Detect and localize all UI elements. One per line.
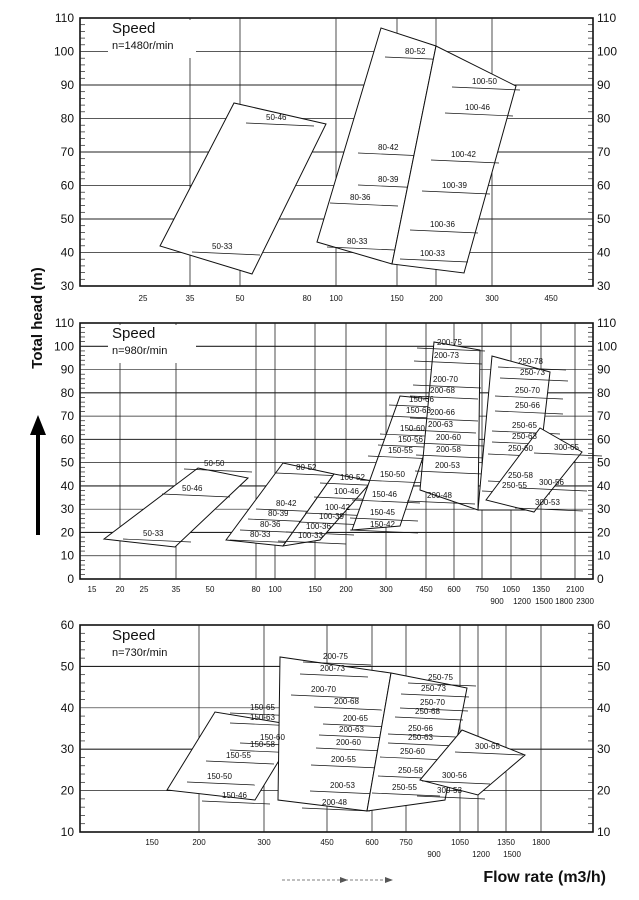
y-tick-label-left: 60 [60, 178, 74, 193]
y-tick-label-right: 50 [597, 212, 611, 226]
pump-model-label: 150-65 [250, 703, 275, 712]
y-tick-label-left: 80 [60, 111, 74, 126]
y-tick-label-right: 20 [597, 783, 611, 798]
y-tick-label-left: 70 [60, 409, 74, 424]
y-tick-label-left: 110 [54, 11, 74, 25]
pump-model-label: 50-33 [143, 529, 164, 538]
pump-model-label: 200-63 [339, 725, 364, 734]
x-tick-label-lower: 900 [490, 597, 504, 606]
y-tick-label-left: 10 [60, 548, 74, 563]
x-tick-label-lower: 2300 [576, 597, 594, 606]
x-tick-label: 20 [115, 585, 125, 594]
pump-model-label: 250-63 [512, 432, 537, 441]
pump-model-label: 300-56 [442, 771, 467, 780]
pump-model-label: 100-42 [325, 503, 350, 512]
pump-model-label: 200-75 [437, 338, 462, 347]
y-tick-label-right: 100 [597, 44, 618, 59]
pump-model-label: 200-48 [427, 491, 452, 500]
pump-model-label: 150-66 [409, 395, 434, 404]
pump-model-label: 50-46 [266, 113, 287, 122]
pump-model-label: 250-70 [420, 698, 445, 707]
x-tick-label: 1050 [451, 838, 469, 847]
x-tick-label: 1800 [532, 838, 550, 847]
y-axis-arrow-head [30, 415, 46, 435]
x-tick-label: 100 [268, 585, 282, 594]
x-tick-label: 1350 [532, 585, 550, 594]
y-tick-label-left: 70 [60, 145, 74, 159]
pump-model-label: 250-66 [515, 401, 540, 410]
pump-model-label: 100-46 [465, 103, 490, 112]
pump-model-label: 300-53 [437, 786, 462, 795]
pump-model-label: 150-60 [260, 733, 285, 742]
x-tick-label: 150 [390, 294, 404, 303]
speed-value: n=1480r/min [112, 40, 174, 52]
x-tick-label: 80 [302, 294, 312, 303]
x-tick-label: 25 [139, 585, 149, 594]
pump-model-label: 150-63 [250, 713, 275, 722]
y-tick-label-right: 90 [597, 362, 611, 377]
y-tick-label-right: 60 [597, 618, 611, 632]
pump-model-label: 50-33 [212, 242, 233, 251]
y-tick-label-left: 50 [60, 455, 74, 470]
pump-model-label: 200-68 [334, 697, 359, 706]
x-tick-label: 750 [399, 838, 413, 847]
y-tick-label-left: 40 [60, 245, 74, 260]
pump-model-label: 100-33 [298, 531, 323, 540]
chart-panel-1 [80, 18, 593, 286]
pump-model-label: 100-33 [420, 249, 445, 258]
y-tick-label-right: 110 [597, 11, 617, 25]
y-tick-label-right: 20 [597, 525, 611, 540]
y-tick-label-left: 100 [53, 339, 74, 354]
pump-model-label: 150-58 [250, 740, 275, 749]
pump-model-label: 250-63 [408, 733, 433, 742]
x-tick-label-lower: 1800 [555, 597, 573, 606]
y-tick-label-left: 20 [60, 783, 74, 798]
pump-model-label: 150-63 [406, 406, 431, 415]
pump-model-label: 100-36 [430, 220, 455, 229]
x-tick-label: 200 [192, 838, 206, 847]
y-tick-label-right: 40 [597, 245, 611, 260]
y-tick-label-right: 60 [597, 432, 611, 447]
pump-region [160, 103, 326, 274]
pump-model-label: 80-39 [378, 175, 399, 184]
y-tick-label-right: 0 [597, 572, 604, 586]
y-tick-label-right: 110 [597, 316, 617, 330]
pump-model-label: 200-60 [436, 433, 461, 442]
x-tick-label: 200 [339, 585, 353, 594]
pump-model-label: 250-73 [421, 684, 446, 693]
y-tick-label-left: 110 [54, 316, 74, 330]
pump-model-label: 150-50 [207, 772, 232, 781]
x-tick-label: 80 [251, 585, 261, 594]
pump-model-label: 250-78 [518, 357, 543, 366]
x-tick-label: 450 [320, 838, 334, 847]
y-tick-label-right: 10 [597, 825, 611, 839]
pump-model-label: 150-46 [222, 791, 247, 800]
pump-model-label: 200-53 [330, 781, 355, 790]
pump-model-label: 100-39 [442, 181, 467, 190]
pump-model-label: 80-42 [276, 499, 297, 508]
x-tick-label: 35 [185, 294, 195, 303]
y-tick-label-left: 0 [67, 572, 74, 586]
x-tick-label: 150 [308, 585, 322, 594]
pump-model-label: 250-55 [502, 481, 527, 490]
x-tick-label: 300 [257, 838, 271, 847]
x-tick-label-lower: 1200 [513, 597, 531, 606]
y-tick-label-right: 100 [597, 339, 618, 354]
pump-model-label: 250-60 [400, 747, 425, 756]
pump-model-label: 200-60 [336, 738, 361, 747]
region-divider [202, 801, 270, 804]
pump-model-label: 300-65 [475, 742, 500, 751]
pump-model-label: 80-33 [347, 237, 368, 246]
pump-model-label: 250-66 [408, 724, 433, 733]
x-tick-label: 15 [87, 585, 97, 594]
y-tick-label-left: 100 [53, 44, 74, 59]
pump-model-label: 100-36 [306, 522, 331, 531]
pump-model-label: 150-45 [370, 508, 395, 517]
pump-model-label: 100-39 [319, 512, 344, 521]
x-tick-label: 200 [429, 294, 443, 303]
pump-model-label: 200-68 [430, 386, 455, 395]
x-tick-label: 25 [138, 294, 148, 303]
pump-model-label: 250-70 [515, 386, 540, 395]
y-tick-label-left: 30 [60, 502, 74, 517]
x-tick-label: 450 [419, 585, 433, 594]
y-tick-label-right: 50 [597, 659, 611, 674]
pump-model-label: 200-73 [320, 664, 345, 673]
pump-model-label: 200-53 [435, 461, 460, 470]
x-tick-label-lower: 900 [427, 850, 441, 859]
y-tick-label-left: 30 [60, 279, 74, 293]
y-tick-label-left: 40 [60, 478, 74, 493]
y-tick-label-right: 30 [597, 742, 611, 757]
pump-model-label: 200-73 [434, 351, 459, 360]
pump-model-label: 250-65 [512, 421, 537, 430]
y-tick-label-left: 50 [60, 659, 74, 674]
y-axis-title: Total head (m) [29, 267, 46, 369]
pump-model-label: 50-50 [204, 459, 225, 468]
pump-model-label: 150-56 [398, 435, 423, 444]
x-tick-label: 300 [379, 585, 393, 594]
y-tick-label-left: 40 [60, 700, 74, 715]
speed-value: n=730r/min [112, 647, 168, 659]
pump-model-label: 150-50 [380, 470, 405, 479]
x-tick-label: 2100 [566, 585, 584, 594]
speed-label: Speed [112, 627, 156, 644]
y-tick-label-right: 90 [597, 78, 611, 92]
speed-label: Speed [112, 325, 156, 342]
x-tick-label: 50 [205, 585, 215, 594]
pump-model-label: 100-52 [340, 473, 365, 482]
x-axis-arrowhead-2 [385, 877, 393, 883]
y-tick-label-right: 30 [597, 279, 611, 293]
x-tick-label: 750 [475, 585, 489, 594]
pump-model-label: 250-75 [428, 673, 453, 682]
pump-model-label: 80-52 [296, 463, 317, 472]
y-tick-label-left: 90 [60, 362, 74, 377]
pump-model-label: 200-65 [343, 714, 368, 723]
y-tick-label-left: 20 [60, 525, 74, 540]
pump-model-label: 100-46 [334, 487, 359, 496]
x-tick-label: 1050 [502, 585, 520, 594]
pump-model-label: 250-73 [520, 368, 545, 377]
x-tick-label: 600 [365, 838, 379, 847]
pump-model-label: 200-70 [311, 685, 336, 694]
y-tick-label-right: 10 [597, 548, 611, 563]
pump-model-label: 300-53 [535, 498, 560, 507]
pump-model-label: 150-46 [372, 490, 397, 499]
y-tick-label-right: 80 [597, 385, 611, 400]
pump-model-label: 200-66 [430, 408, 455, 417]
pump-model-label: 300-56 [539, 478, 564, 487]
y-tick-label-right: 40 [597, 700, 611, 715]
x-tick-label: 1350 [497, 838, 515, 847]
pump-model-label: 150-60 [400, 424, 425, 433]
pump-model-label: 200-55 [331, 755, 356, 764]
x-tick-label: 450 [544, 294, 558, 303]
pump-model-label: 200-70 [433, 375, 458, 384]
pump-model-label: 80-52 [405, 47, 426, 56]
pump-model-label: 80-42 [378, 143, 399, 152]
pump-model-label: 50-46 [182, 484, 203, 493]
pump-model-label: 200-63 [428, 420, 453, 429]
y-tick-label-right: 70 [597, 145, 611, 159]
pump-model-label: 250-58 [508, 471, 533, 480]
y-tick-label-right: 60 [597, 178, 611, 193]
pump-model-label: 200-58 [436, 445, 461, 454]
y-tick-label-right: 80 [597, 111, 611, 126]
y-tick-label-left: 80 [60, 385, 74, 400]
x-tick-label: 600 [447, 585, 461, 594]
y-tick-label-left: 60 [60, 618, 74, 632]
x-tick-label: 100 [329, 294, 343, 303]
y-tick-label-left: 90 [60, 78, 74, 92]
x-tick-label: 50 [235, 294, 245, 303]
y-tick-label-right: 50 [597, 455, 611, 470]
pump-model-label: 200-75 [323, 652, 348, 661]
x-tick-label: 300 [485, 294, 499, 303]
pump-model-label: 100-42 [451, 150, 476, 159]
x-tick-label: 35 [171, 585, 181, 594]
x-tick-label: 150 [145, 838, 159, 847]
pump-model-label: 80-33 [250, 530, 271, 539]
y-tick-label-left: 10 [60, 825, 74, 839]
x-tick-label-lower: 1500 [535, 597, 553, 606]
pump-model-label: 250-60 [508, 444, 533, 453]
pump-model-label: 150-55 [226, 751, 251, 760]
y-tick-label-left: 30 [60, 742, 74, 757]
speed-value: n=980r/min [112, 345, 168, 357]
x-tick-label-lower: 1200 [472, 850, 490, 859]
pump-model-label: 80-36 [260, 520, 281, 529]
x-tick-label-lower: 1500 [503, 850, 521, 859]
pump-model-label: 100-50 [472, 77, 497, 86]
y-tick-label-right: 40 [597, 478, 611, 493]
pump-model-label: 200-48 [322, 798, 347, 807]
y-tick-label-right: 70 [597, 409, 611, 424]
pump-model-label: 250-68 [415, 707, 440, 716]
y-tick-label-right: 30 [597, 502, 611, 517]
pump-model-label: 250-58 [398, 766, 423, 775]
pump-model-label: 80-36 [350, 193, 371, 202]
x-axis-title: Flow rate (m3/h) [483, 869, 606, 886]
pump-model-label: 150-42 [370, 520, 395, 529]
speed-label: Speed [112, 20, 156, 37]
y-tick-label-left: 60 [60, 432, 74, 447]
pump-model-label: 300-65 [554, 443, 579, 452]
pump-model-label: 150-55 [388, 446, 413, 455]
pump-model-label: 250-55 [392, 783, 417, 792]
pump-model-label: 80-39 [268, 509, 289, 518]
y-tick-label-left: 50 [60, 212, 74, 226]
